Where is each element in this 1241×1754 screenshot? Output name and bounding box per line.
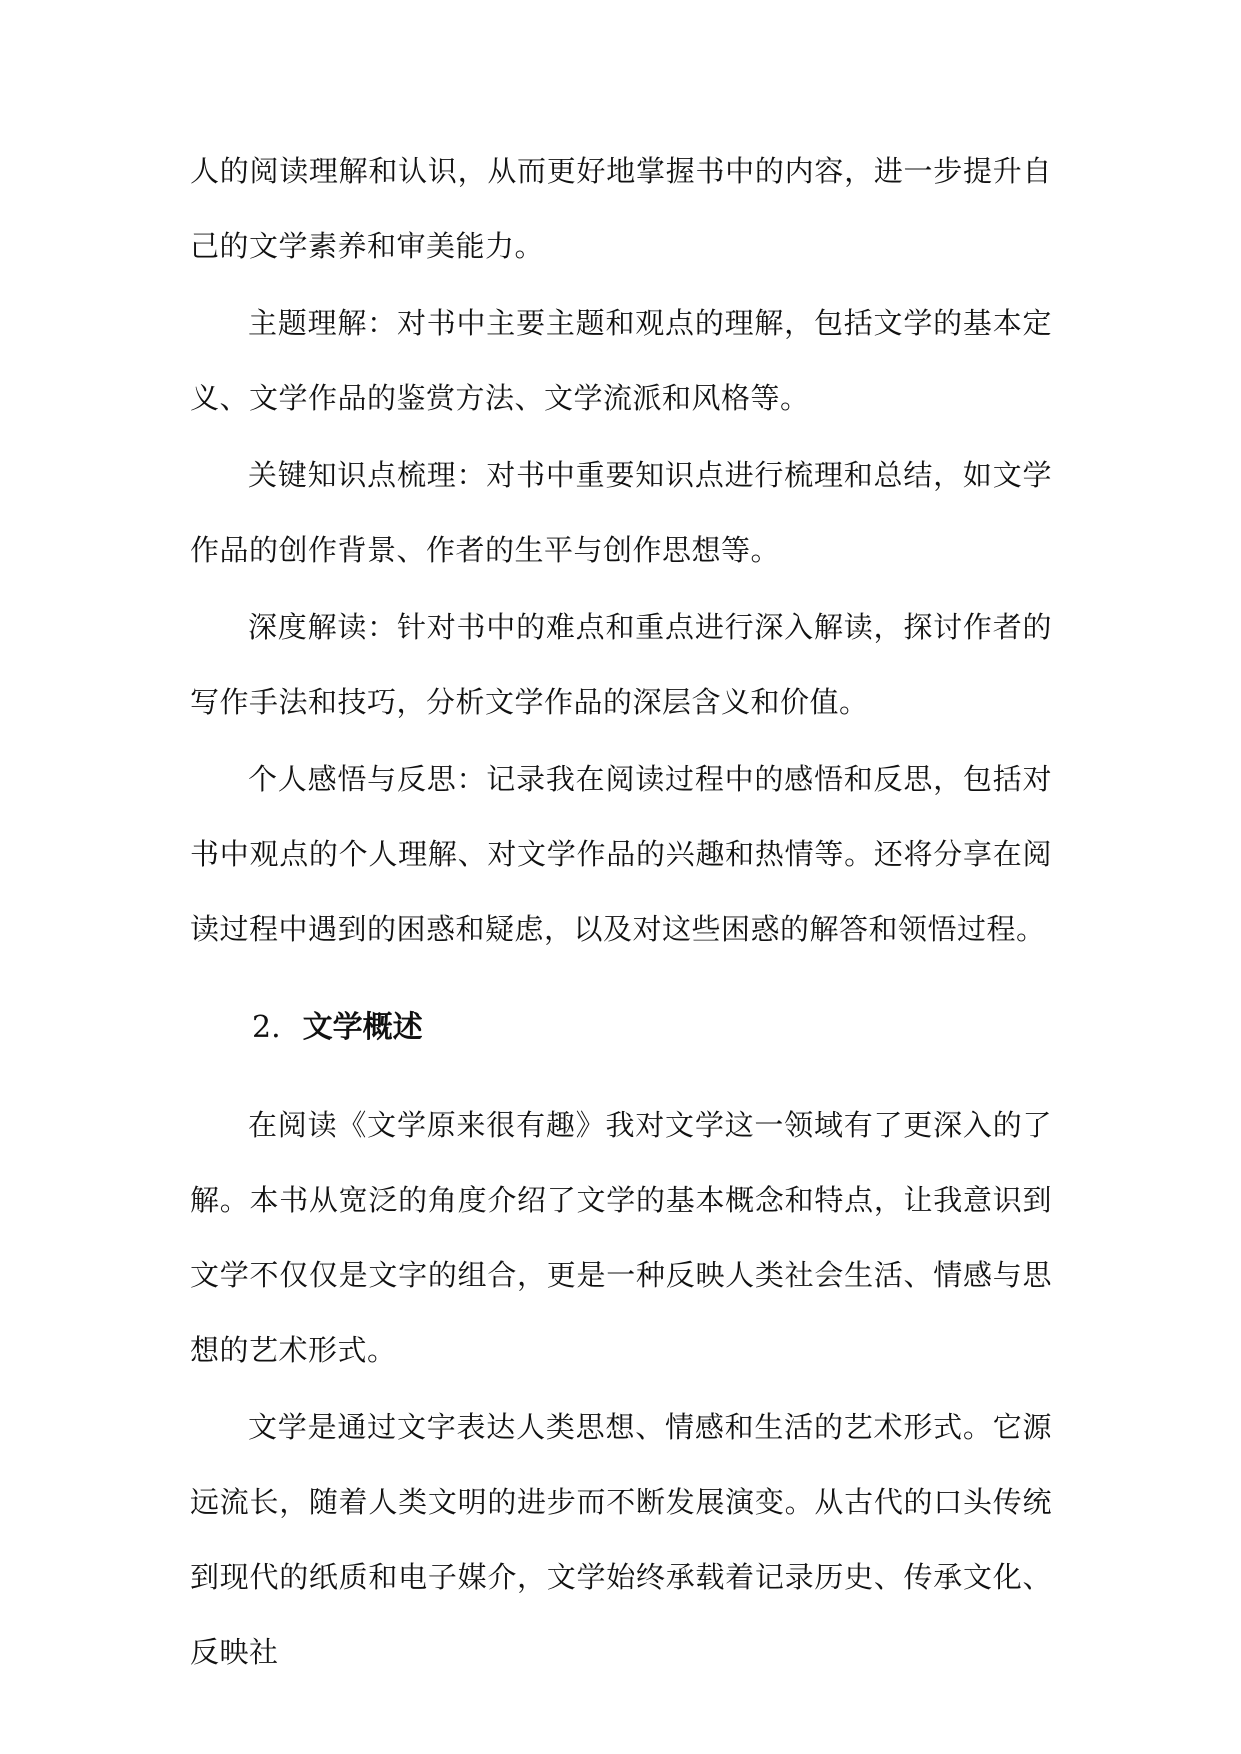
paragraph-reading-experience: 在阅读《文学原来很有趣》我对文学这一领域有了更深入的了解。本书从宽泛的角度介绍了文学的基本概念和特点，让我意识到文学不仅仅是文字的组合，更是一种反映人类社会生活、情感与思想的艺术形式。 <box>190 1108 1052 1367</box>
paragraph-personal-reflection: 个人感悟与反思：记录我在阅读过程中的感悟和反思，包括对书中观点的个人理解、对文学作品的兴趣和热情等。还将分享在阅读过程中遇到的困惑和疑虑，以及对这些困惑的解答和领悟过程。 <box>190 762 1052 946</box>
section-heading-literature-overview <box>252 1008 423 1048</box>
section-title: 文学概述 <box>302 1010 423 1045</box>
paragraph-literature-definition: 文学是通过文字表达人类思想、情感和生活的艺术形式。它源远流长，随着人类文明的进步而不断发展演变。从古代的口头传统到现代的纸质和电子媒介，文学始终承载着记录历史、传承文化、反映社 <box>190 1410 1052 1669</box>
section-number: 2. <box>252 1010 281 1045</box>
paragraph-key-points: 关键知识点梳理：对书中重要知识点进行梳理和总结，如文学作品的创作背景、作者的生平与创作思想等。 <box>190 458 1052 567</box>
paragraph-theme-understanding: 主题理解：对书中主要主题和观点的理解，包括文学的基本定义、文学作品的鉴赏方法、文学流派和风格等。 <box>190 306 1052 415</box>
paragraph-continuation: 人的阅读理解和认识，从而更好地掌握书中的内容，进一步提升自己的文学素养和审美能力。 <box>190 154 1052 263</box>
paragraph-deep-reading: 深度解读：针对书中的难点和重点进行深入解读，探讨作者的写作手法和技巧，分析文学作品的深层含义和价值。 <box>190 610 1052 719</box>
